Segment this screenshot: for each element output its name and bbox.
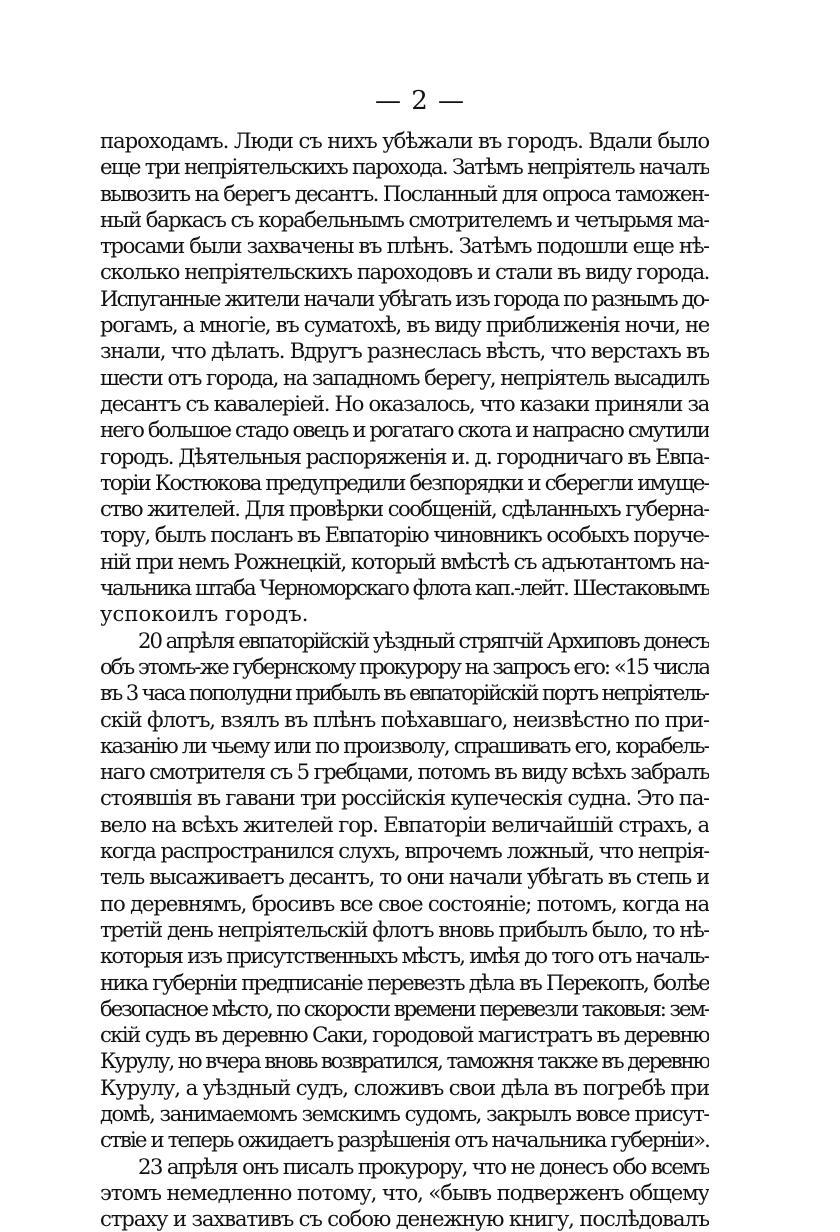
text-line: вело на всѣхъ жителей гор. Евпаторіи величайшій страхъ, а xyxy=(100,811,709,837)
text-line: домѣ, занимаемомъ земскимъ судомъ, закрылъ вовсе присут- xyxy=(100,1100,709,1126)
text-line: когда распространился слухъ, впрочемъ ложный, что непрія- xyxy=(100,838,709,864)
text-line: чальника штаба Черноморскаго флота кап.-лейт. Шестаковымъ xyxy=(100,575,709,601)
page-number: — 2 — xyxy=(374,86,466,116)
body-text xyxy=(100,128,709,1232)
text-line: Курулу, а уѣздный судъ, сложивъ свои дѣла въ погребѣ при xyxy=(100,1074,709,1100)
text-line: еще три непріятельскихъ парохода. Затѣмъ непріятель началъ xyxy=(100,154,709,180)
text-line: въ 3 часа пополудни прибылъ въ евпаторійскій портъ непріятель- xyxy=(100,680,709,706)
text-line: страху и захвативъ съ собою денежную книгу, послѣдовалъ xyxy=(100,1206,709,1232)
text-line: стоявшія въ гавани три россійскія купеческія судна. Это па- xyxy=(100,785,709,811)
text-line: ній при немъ Рожнецкій, который вмѣстѣ съ адъютантомъ на- xyxy=(100,548,709,574)
text-line: ный баркасъ съ корабельнымъ смотрителемъ и четырьмя ма- xyxy=(100,206,709,232)
text-line: ство жителей. Для провѣрки сообщеній, сдѣланныхъ губерна- xyxy=(100,496,709,522)
text-line: Курулу, но вчера вновь возвратился, таможня также въ деревню xyxy=(100,1048,709,1074)
text-line: сколько непріятельскихъ пароходовъ и стали въ виду города. xyxy=(100,259,709,285)
text-line: третій день непріятельскій флотъ вновь прибылъ было, то нѣ- xyxy=(100,916,709,942)
text-line: успокоилъ городъ. xyxy=(100,601,309,627)
text-line: шести отъ города, на западномъ берегу, непріятель высадилъ xyxy=(100,364,709,390)
text-line: тель высаживаетъ десантъ, то они начали убѣгать въ степь и xyxy=(100,864,709,890)
text-line: этомъ немедленно потому, что, «бывъ подверженъ общему xyxy=(100,1179,709,1205)
text-line: пароходамъ. Люди съ нихъ убѣжали въ городъ. Вдали было xyxy=(100,128,709,153)
text-line: вывозить на берегъ десантъ. Посланный для опроса таможен- xyxy=(100,180,709,206)
text-line: Испуганные жители начали убѣгать изъ города по разнымъ до- xyxy=(100,285,709,311)
text-line: тросами были захвачены въ плѣнъ. Затѣмъ подошли еще нѣ- xyxy=(100,233,709,259)
text-line: тору, былъ посланъ въ Евпаторію чиновникъ особыхъ поруче- xyxy=(100,522,709,548)
text-line: объ этомъ-же губернскому прокурору на запросъ его: «15 числа xyxy=(100,653,709,679)
text-line: которыя изъ присутственныхъ мѣстъ, имѣя до того отъ началь- xyxy=(100,943,709,969)
text-line: 23 апрѣля онъ писалъ прокурору, что не донесъ обо всемъ xyxy=(138,1153,709,1179)
text-line: ствіе и теперь ожидаетъ разрѣшенія отъ начальника губерніи». xyxy=(100,1127,709,1153)
text-line: ника губерніи предписаніе перевезть дѣла въ Перекопъ, болѣе xyxy=(100,969,709,995)
text-line: скій судъ въ деревню Саки, городовой магистратъ въ деревню xyxy=(100,1022,709,1048)
text-line: десантъ съ кавалеріей. Но оказалось, что казаки приняли за xyxy=(100,390,709,416)
text-line: знали, что дѣлать. Вдругъ разнеслась вѣсть, что верстахъ въ xyxy=(100,338,709,364)
text-line: него большое стадо овецъ и рогатаго скота и напрасно смутили xyxy=(100,417,709,443)
text-line: казанію ли чьему или по произволу, спрашивать его, корабель- xyxy=(100,732,709,758)
text-line: городъ. Дѣятельныя распоряженія и. д. городничаго въ Евпа- xyxy=(100,443,709,469)
text-line: по деревнямъ, бросивъ все свое состояніе; потомъ, когда на xyxy=(100,890,709,916)
text-line: 20 апрѣля евпаторійскій уѣздный стряпчій Архиповъ донесъ xyxy=(138,627,709,653)
text-line: скій флотъ, взялъ въ плѣнъ поѣхавшаго, неизвѣстно по при- xyxy=(100,706,709,732)
text-line: наго смотрителя съ 5 гребцами, потомъ въ виду всѣхъ забралъ xyxy=(100,759,709,785)
text-line: безопасное мѣсто, по скорости времени перевезли таковыя: зем- xyxy=(100,995,709,1021)
text-line: торіи Костюкова предупредили безпорядки и сберегли имуще- xyxy=(100,469,709,495)
text-line: рогамъ, а многіе, въ суматохѣ, въ виду приближенія ночи, не xyxy=(100,312,709,338)
